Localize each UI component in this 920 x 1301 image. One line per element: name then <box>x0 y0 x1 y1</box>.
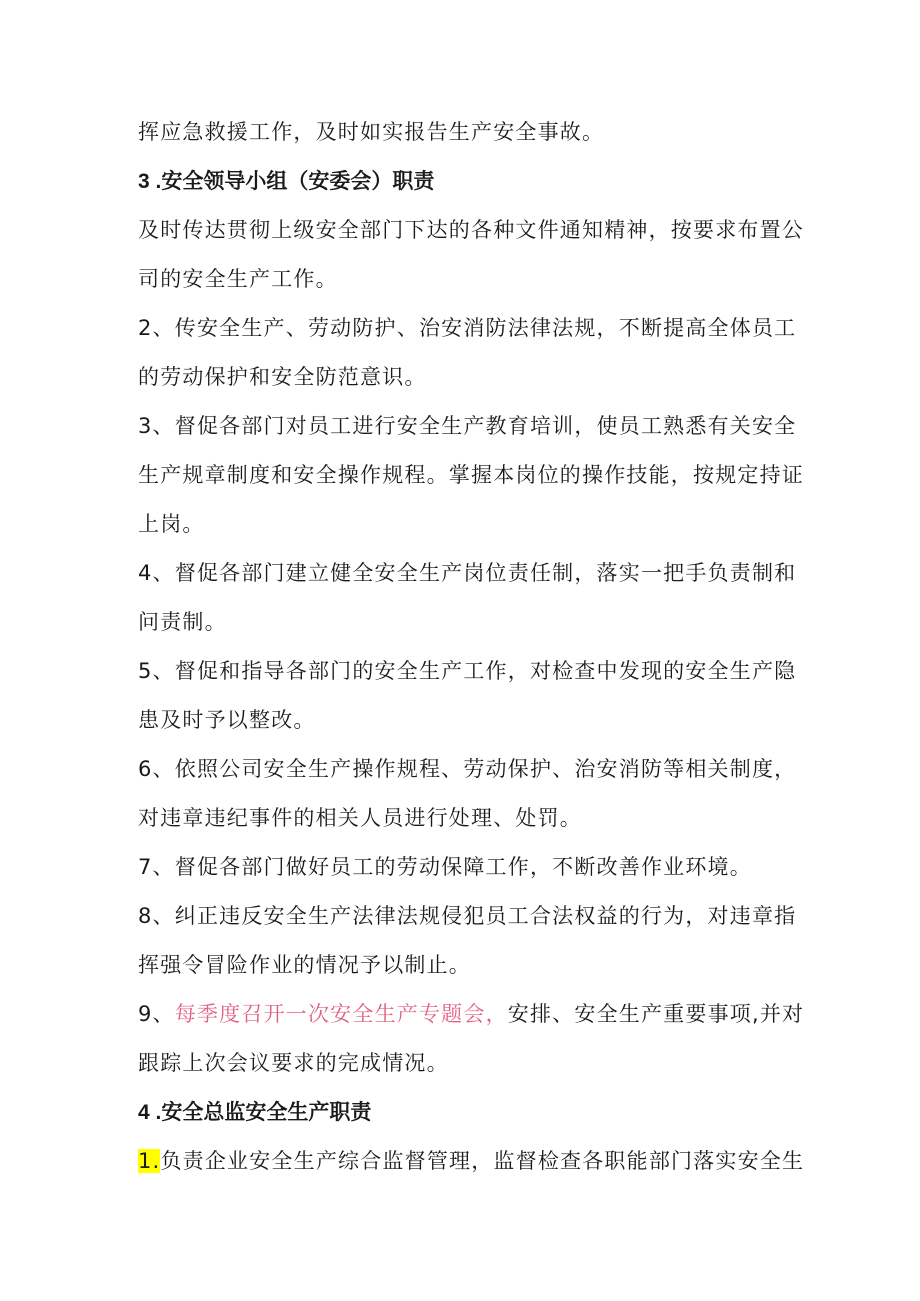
text-line: 生产规章制度和安全操作规程。掌握本岗位的操作技能，按规定持证 <box>138 463 804 487</box>
text-line: 2、传安全生产、劳动防护、治安消防法律法规，不断提高全体员工 <box>138 316 797 340</box>
text-line: 上岗。 <box>138 512 205 536</box>
text-line: 对违章违纪事件的相关人员进行处理、处罚。 <box>138 806 582 830</box>
text-line: 8、纠正违反安全生产法律法规侵犯员工合法权益的行为，对违章指 <box>138 904 797 928</box>
text-line: 的劳动保护和安全防范意识。 <box>138 365 427 389</box>
text-span: 负责企业安全生产综合监督管理，监督检查各职能部门落实安全生 <box>160 1149 805 1173</box>
text-span: 安排、安全生产重要事项,并对 <box>507 1002 805 1026</box>
item-number: 9、 <box>138 1002 175 1026</box>
text-line: 挥强令冒险作业的情况予以制止。 <box>138 953 471 977</box>
document-page <box>138 108 805 1186</box>
text-line: 司的安全生产工作。 <box>138 267 338 291</box>
text-line: 问责制。 <box>138 610 227 634</box>
text-line: 跟踪上次会议要求的完成情况。 <box>138 1051 449 1075</box>
text-line: 3、督促各部门对员工进行安全生产教育培训，使员工熟悉有关安全 <box>138 414 797 438</box>
text-line: 挥应急救援工作，及时如实报告生产安全事故。 <box>138 120 605 144</box>
highlighted-text: 每季度召开一次安全生产专题会， <box>174 1002 508 1026</box>
section-heading-4: 4 .安全总监安全生产职责 <box>138 1101 372 1124</box>
text-line: 患及时予以整改。 <box>138 708 316 732</box>
text-line <box>138 1137 805 1186</box>
text-line: 4、督促各部门建立健全安全生产岗位责任制，落实一把手负责制和 <box>138 561 797 585</box>
highlighted-number: 1. <box>138 1149 161 1173</box>
text-line: 及时传达贯彻上级安全部门下达的各种文件通知精神，按要求布置公 <box>138 218 804 242</box>
text-line: 6、依照公司安全生产操作规程、劳动保护、治安消防等相关制度， <box>138 757 797 781</box>
text-line: 5、督促和指导各部门的安全生产工作，对检查中发现的安全生产隐 <box>138 659 797 683</box>
section-heading-3: 3 .安全领导小组（安委会）职责 <box>138 170 435 193</box>
text-line <box>138 990 805 1039</box>
text-line: 7、督促各部门做好员工的劳动保障工作，不断改善作业环境。 <box>138 855 752 879</box>
